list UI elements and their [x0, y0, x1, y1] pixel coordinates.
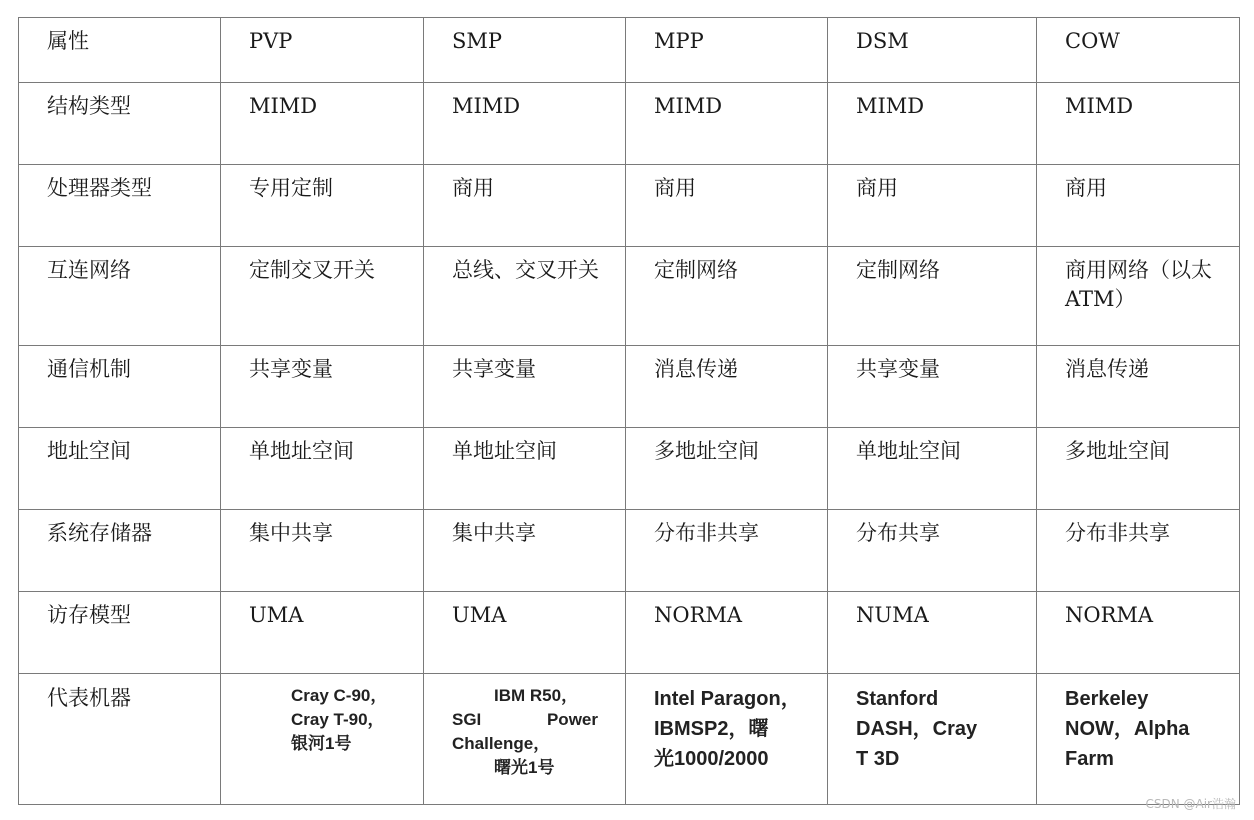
table-cell: 商用 — [626, 165, 828, 247]
cow-machine-line: Farm — [1065, 748, 1114, 770]
table-cell: 多地址空间 — [1037, 428, 1240, 510]
table-cell: 消息传递 — [1037, 346, 1240, 428]
table-cell: 定制网络 — [626, 247, 828, 346]
table-cell: 商用 — [1037, 165, 1240, 247]
row-label: 代表机器 — [19, 674, 221, 805]
cow-machine-line: Berkeley — [1065, 688, 1149, 710]
header-cell-mpp: MPP — [626, 18, 828, 83]
table-row — [19, 428, 1240, 510]
table-cell: 消息传递 — [626, 346, 828, 428]
table-cell: 分布非共享 — [626, 510, 828, 592]
table-row — [19, 247, 1240, 346]
table-cell: 专用定制 — [221, 165, 424, 247]
pvp-machines-cell — [221, 674, 424, 805]
table-row-machines — [19, 674, 1240, 805]
header-cell-pvp: PVP — [221, 18, 424, 83]
smp-machine-word: Power — [546, 710, 598, 729]
table-cell: 共享变量 — [221, 346, 424, 428]
mpp-machine-line: 光1000/2000 — [654, 748, 769, 770]
table-cell: 商用 — [828, 165, 1037, 247]
table-cell: 分布共享 — [828, 510, 1037, 592]
table-cell: 定制网络 — [828, 247, 1037, 346]
cow-machine-line: NOW，Alpha — [1065, 718, 1190, 740]
csdn-watermark: CSDN @Air浩瀚 — [1145, 797, 1236, 811]
table-cell: 多地址空间 — [626, 428, 828, 510]
smp-machine-line: IBM R50， — [494, 686, 579, 705]
smp-machine-block — [452, 684, 598, 780]
dsm-machine-line: Stanford — [856, 688, 939, 710]
row-label: 处理器类型 — [19, 165, 221, 247]
mpp-machine-line: IBMSP2，曙 — [654, 718, 769, 740]
smp-machine-word: SGI — [452, 710, 482, 729]
table-cell: NORMA — [1037, 592, 1240, 674]
mpp-machine-line: Intel Paragon， — [654, 688, 801, 710]
header-cell-attribute: 属性 — [19, 18, 221, 83]
dsm-machine-line: DASH，Cray — [856, 718, 978, 740]
pvp-machine-line: Cray C-90， — [291, 686, 388, 705]
table-row — [19, 83, 1240, 165]
table-cell: 集中共享 — [424, 510, 626, 592]
architecture-comparison-table — [18, 17, 1240, 805]
table-cell: NORMA — [626, 592, 828, 674]
table-cell: MIMD — [424, 83, 626, 165]
smp-machine-line: 曙光1号 — [494, 758, 555, 777]
row-label: 系统存储器 — [19, 510, 221, 592]
table-cell: 共享变量 — [424, 346, 626, 428]
header-row — [19, 18, 1240, 83]
table-cell: UMA — [424, 592, 626, 674]
header-cell-smp: SMP — [424, 18, 626, 83]
table-cell: 分布非共享 — [1037, 510, 1240, 592]
table-cell: MIMD — [221, 83, 424, 165]
table-row — [19, 165, 1240, 247]
cow-machines-cell — [1037, 674, 1240, 805]
table-row — [19, 346, 1240, 428]
header-cell-dsm: DSM — [828, 18, 1037, 83]
row-label: 通信机制 — [19, 346, 221, 428]
table-cell: 总线、交叉开关 — [424, 247, 626, 346]
table-cell: 单地址空间 — [221, 428, 424, 510]
header-cell-cow: COW — [1037, 18, 1240, 83]
dsm-machine-line: T 3D — [856, 748, 900, 770]
comparison-table-wrapper — [18, 17, 1240, 805]
table-cell: NUMA — [828, 592, 1037, 674]
mpp-machines-cell — [626, 674, 828, 805]
table-cell: 共享变量 — [828, 346, 1037, 428]
smp-machine-line — [452, 708, 598, 732]
dsm-machines-cell — [828, 674, 1037, 805]
table-cell: 集中共享 — [221, 510, 424, 592]
table-row — [19, 592, 1240, 674]
table-cell: 单地址空间 — [828, 428, 1037, 510]
table-cell: MIMD — [626, 83, 828, 165]
table-cell: 商用 — [424, 165, 626, 247]
table-cell: MIMD — [828, 83, 1037, 165]
smp-machines-cell — [424, 674, 626, 805]
row-label: 互连网络 — [19, 247, 221, 346]
row-label: 访存模型 — [19, 592, 221, 674]
row-label: 结构类型 — [19, 83, 221, 165]
table-cell: UMA — [221, 592, 424, 674]
table-cell: MIMD — [1037, 83, 1240, 165]
table-cell: 单地址空间 — [424, 428, 626, 510]
row-label: 地址空间 — [19, 428, 221, 510]
table-cell: 商用网络（以太ATM） — [1037, 247, 1240, 346]
table-row — [19, 510, 1240, 592]
pvp-machine-line: Cray T-90， — [291, 710, 385, 729]
pvp-machine-line: 银河1号 — [291, 734, 352, 753]
table-cell: 定制交叉开关 — [221, 247, 424, 346]
smp-machine-line: Challenge， — [452, 734, 551, 753]
